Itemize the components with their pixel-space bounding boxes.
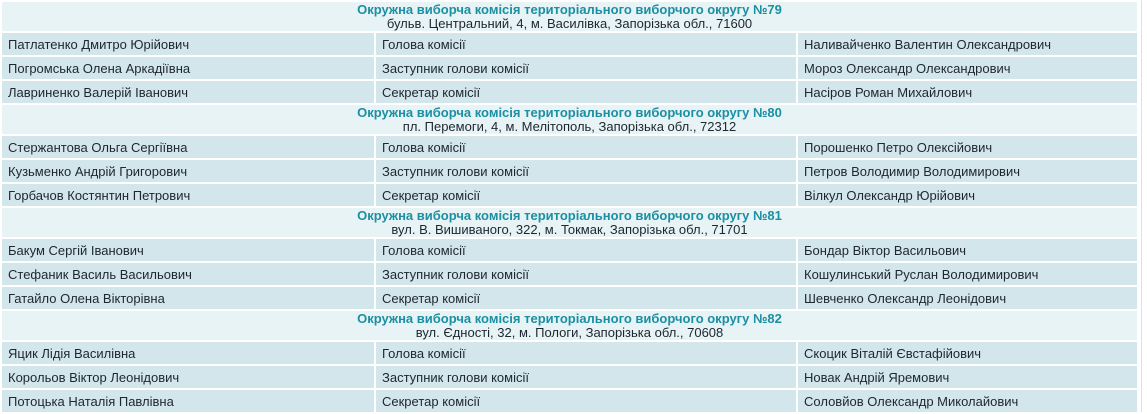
commission-section-79 [2,2,1137,103]
section-header-cell [2,105,1137,134]
position-cell: Секретар комісії [376,287,796,309]
right-name-cell: Порошенко Петро Олексійович [798,136,1137,158]
table-row [2,160,1137,182]
member-name-cell: Потоцька Наталія Павлівна [2,390,374,412]
table-row [2,136,1137,158]
commission-title: Окружна виборча комісія територіального виборчого округу №80 [357,105,782,120]
section-header-row [2,311,1137,340]
right-name-cell: Петров Володимир Володимирович [798,160,1137,182]
position-cell: Секретар комісії [376,81,796,103]
member-name-cell: Стержантова Ольга Сергіївна [2,136,374,158]
section-header-row [2,208,1137,237]
position-cell: Голова комісії [376,33,796,55]
member-name-cell: Бакум Сергій Іванович [2,239,374,261]
member-name-cell: Лавриненко Валерій Іванович [2,81,374,103]
right-name-cell: Насіров Роман Михайлович [798,81,1137,103]
position-cell: Заступник голови комісії [376,160,796,182]
position-cell: Заступник голови комісії [376,57,796,79]
commission-title: Окружна виборча комісія територіального виборчого округу №81 [357,208,782,223]
member-name-cell: Горбачов Костянтин Петрович [2,184,374,206]
commission-address: бульв. Центральний, 4, м. Василівка, Запорізька обл., 71600 [386,16,753,31]
right-name-cell: Наливайченко Валентин Олександрович [798,33,1137,55]
table-row [2,366,1137,388]
member-name-cell: Стефаник Василь Васильович [2,263,374,285]
section-header-cell [2,208,1137,237]
commission-address: вул. В. Вишиваного, 322, м. Токмак, Запорізька обл., 71701 [391,222,748,237]
position-cell: Заступник голови комісії [376,366,796,388]
right-name-cell: Вілкул Олександр Юрійович [798,184,1137,206]
table-row [2,33,1137,55]
position-cell: Голова комісії [376,136,796,158]
position-cell: Секретар комісії [376,184,796,206]
table-row [2,184,1137,206]
commission-section-81 [2,208,1137,309]
right-name-cell: Мороз Олександр Олександрович [798,57,1137,79]
table-row [2,57,1137,79]
commission-address: вул. Єдності, 32, м. Пологи, Запорізька обл., 70608 [415,325,724,340]
commission-section-82 [2,311,1137,412]
position-cell: Заступник голови комісії [376,263,796,285]
member-name-cell: Яцик Лідія Василівна [2,342,374,364]
table-row [2,81,1137,103]
right-name-cell: Кошулинський Руслан Володимирович [798,263,1137,285]
table-row [2,287,1137,309]
position-cell: Голова комісії [376,342,796,364]
section-header-cell [2,311,1137,340]
member-name-cell: Корольов Віктор Леонідович [2,366,374,388]
member-name-cell: Гатайло Олена Вікторівна [2,287,374,309]
section-header-row [2,2,1137,31]
right-name-cell: Новак Андрій Яремович [798,366,1137,388]
commission-section-80 [2,105,1137,206]
position-cell: Голова комісії [376,239,796,261]
section-header-cell [2,2,1137,31]
table-row [2,239,1137,261]
table-row [2,390,1137,412]
table-row [2,342,1137,364]
member-name-cell: Погромська Олена Аркадіївна [2,57,374,79]
position-cell: Секретар комісії [376,390,796,412]
right-name-cell: Шевченко Олександр Леонідович [798,287,1137,309]
member-name-cell: Патлатенко Дмитро Юрійович [2,33,374,55]
right-name-cell: Скоцик Віталій Євстафійович [798,342,1137,364]
member-name-cell: Кузьменко Андрій Григорович [2,160,374,182]
section-header-row [2,105,1137,134]
right-name-cell: Бондар Віктор Васильович [798,239,1137,261]
commission-title: Окружна виборча комісія територіального виборчого округу №82 [357,311,782,326]
table-row [2,263,1137,285]
page-right-border [1141,0,1142,412]
right-name-cell: Соловйов Олександр Миколайович [798,390,1137,412]
commission-address: пл. Перемоги, 4, м. Мелітополь, Запорізька обл., 72312 [402,119,737,134]
commission-title: Окружна виборча комісія територіального виборчого округу №79 [357,2,782,17]
